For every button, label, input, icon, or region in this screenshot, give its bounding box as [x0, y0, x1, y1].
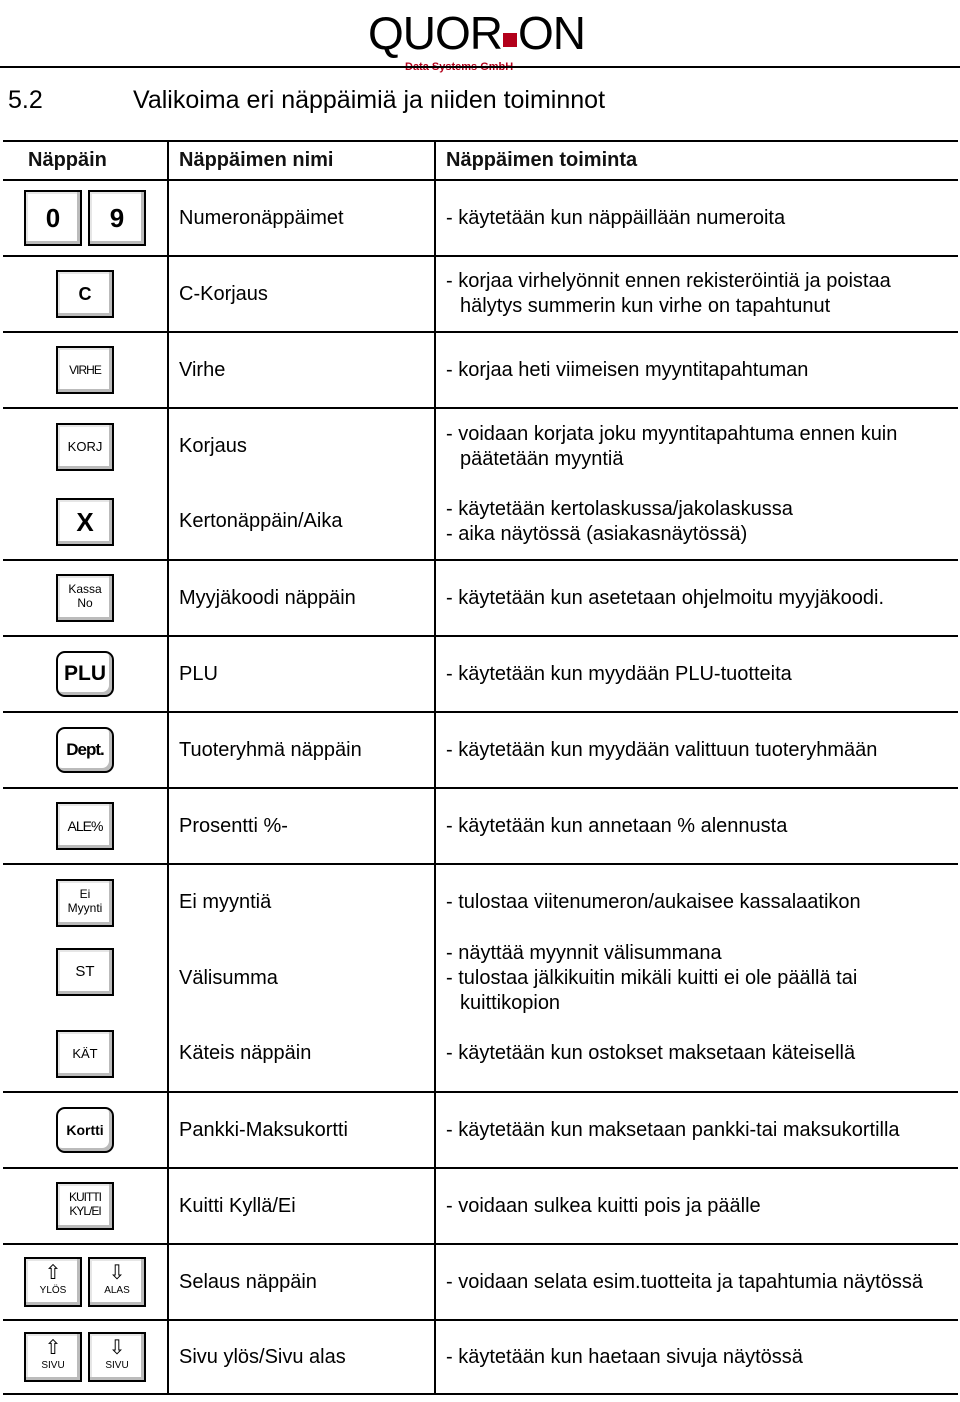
key-function: - käytetään kun ostokset maksetaan käteisellä: [435, 1016, 958, 1092]
key-table: [3, 140, 958, 1395]
table-row: [3, 408, 958, 484]
key-name: Pankki-Maksukortti: [168, 1092, 435, 1168]
key-name: PLU: [168, 636, 435, 712]
up-arrow-icon: ⇧: [44, 1337, 62, 1359]
c-key: C: [56, 270, 114, 318]
key-name: Kuitti Kyllä/Ei: [168, 1168, 435, 1244]
table-row: [3, 1320, 958, 1394]
key-name: Tuoteryhmä näppäin: [168, 712, 435, 788]
ei-myynti-key: Ei Myynti: [56, 879, 114, 927]
key-function: - käytetään kun annetaan % alennusta: [435, 788, 958, 864]
logo-subtitle: Data Systems GmbH: [405, 61, 514, 73]
key-name: Virhe: [168, 332, 435, 408]
key-function: - käytetään kun myydään PLU-tuotteita: [435, 636, 958, 712]
key-function: - käytetään kun asetetaan ohjelmoitu myyjäkoodi.: [435, 560, 958, 636]
header-key: Näppäin: [3, 141, 168, 180]
ylos-key: ⇧ YLÖS: [24, 1257, 82, 1307]
section-number: 5.2: [8, 86, 43, 114]
table-row: [3, 484, 958, 560]
plu-key: PLU: [56, 651, 114, 697]
key-function: - korjaa heti viimeisen myyntitapahtuman: [435, 332, 958, 408]
key-function: - käytetään kun maksetaan pankki-tai maksukortilla: [435, 1092, 958, 1168]
key-function: - tulostaa viitenumeron/aukaisee kassalaatikon: [435, 864, 958, 940]
table-row: [3, 940, 958, 1016]
kortti-key: Kortti: [56, 1107, 114, 1153]
kassa-no-key: Kassa No: [56, 574, 114, 622]
table-row: [3, 1016, 958, 1092]
x-key: X: [56, 498, 114, 546]
key-function: - voidaan korjata joku myyntitapahtuma ennen kuin päätetään myyntiä: [435, 408, 958, 484]
key-name: C-Korjaus: [168, 256, 435, 332]
key-name: Numeronäppäimet: [168, 180, 435, 256]
table-row: [3, 864, 958, 940]
key-function: - käytetään kun näppäillään numeroita: [435, 180, 958, 256]
kuitti-key: KUITTI KYL/EI: [56, 1182, 114, 1230]
table-row: [3, 1244, 958, 1320]
key-name: Ei myyntiä: [168, 864, 435, 940]
key-name: Käteis näppäin: [168, 1016, 435, 1092]
up-arrow-icon: ⇧: [44, 1262, 62, 1284]
key-name: Välisumma: [168, 940, 435, 1016]
alas-key: ⇩ ALAS: [88, 1257, 146, 1307]
logo-wordmark: QUOR ON: [368, 7, 585, 59]
digit-0-key: 0: [24, 190, 82, 246]
key-function: - korjaa virhelyönnit ennen rekisteröintiä ja poistaa hälytys summerin kun virhe on tapahtunut: [435, 256, 958, 332]
kat-key: KÄT: [56, 1030, 114, 1078]
table-row: [3, 560, 958, 636]
table-row: [3, 1092, 958, 1168]
key-function: - käytetään kun myydään valittuun tuoteryhmään: [435, 712, 958, 788]
down-arrow-icon: ⇩: [108, 1262, 126, 1284]
key-name: Kertonäppäin/Aika: [168, 484, 435, 560]
table-row: [3, 180, 958, 256]
section-heading: Valikoima eri näppäimiä ja niiden toiminnot: [133, 86, 606, 114]
table-row: [3, 636, 958, 712]
key-function: - käytetään kun haetaan sivuja näytössä: [435, 1320, 958, 1394]
key-name: Sivu ylös/Sivu alas: [168, 1320, 435, 1394]
key-name: Korjaus: [168, 408, 435, 484]
table-row: [3, 256, 958, 332]
table-header-row: [3, 141, 958, 180]
korj-key: KORJ: [56, 423, 114, 471]
sivu-ylos-key: ⇧ SIVU: [24, 1332, 82, 1382]
key-function: - voidaan selata esim.tuotteita ja tapahtumia näytössä: [435, 1244, 958, 1320]
digit-9-key: 9: [88, 190, 146, 246]
sivu-alas-key: ⇩ SIVU: [88, 1332, 146, 1382]
virhe-key: VIRHE: [56, 346, 114, 394]
st-key: ST: [56, 948, 114, 996]
table-row: [3, 712, 958, 788]
dept-key: Dept.: [56, 727, 114, 773]
header-rule: [0, 66, 960, 68]
key-name: Myyjäkoodi näppäin: [168, 560, 435, 636]
key-name: Selaus näppäin: [168, 1244, 435, 1320]
section-title: [8, 86, 605, 115]
key-name: Prosentti %-: [168, 788, 435, 864]
table-row: [3, 332, 958, 408]
header-function: Näppäimen toiminta: [435, 141, 958, 180]
down-arrow-icon: ⇩: [108, 1337, 126, 1359]
table-row: [3, 788, 958, 864]
table-row: [3, 1168, 958, 1244]
key-function: - käytetään kertolaskussa/jakolaskussa - aika näytössä (asiakasnäytössä): [435, 484, 958, 560]
key-function: - näyttää myynnit välisummana - tulostaa jälkikuitin mikäli kuitti ei ole päällä tai kuittikopion: [446, 941, 858, 1014]
header-name: Näppäimen nimi: [168, 141, 435, 180]
key-function: - voidaan sulkea kuitti pois ja päälle: [435, 1168, 958, 1244]
ale-percent-key: ALE%: [56, 802, 114, 850]
quorion-logo: [368, 7, 598, 73]
